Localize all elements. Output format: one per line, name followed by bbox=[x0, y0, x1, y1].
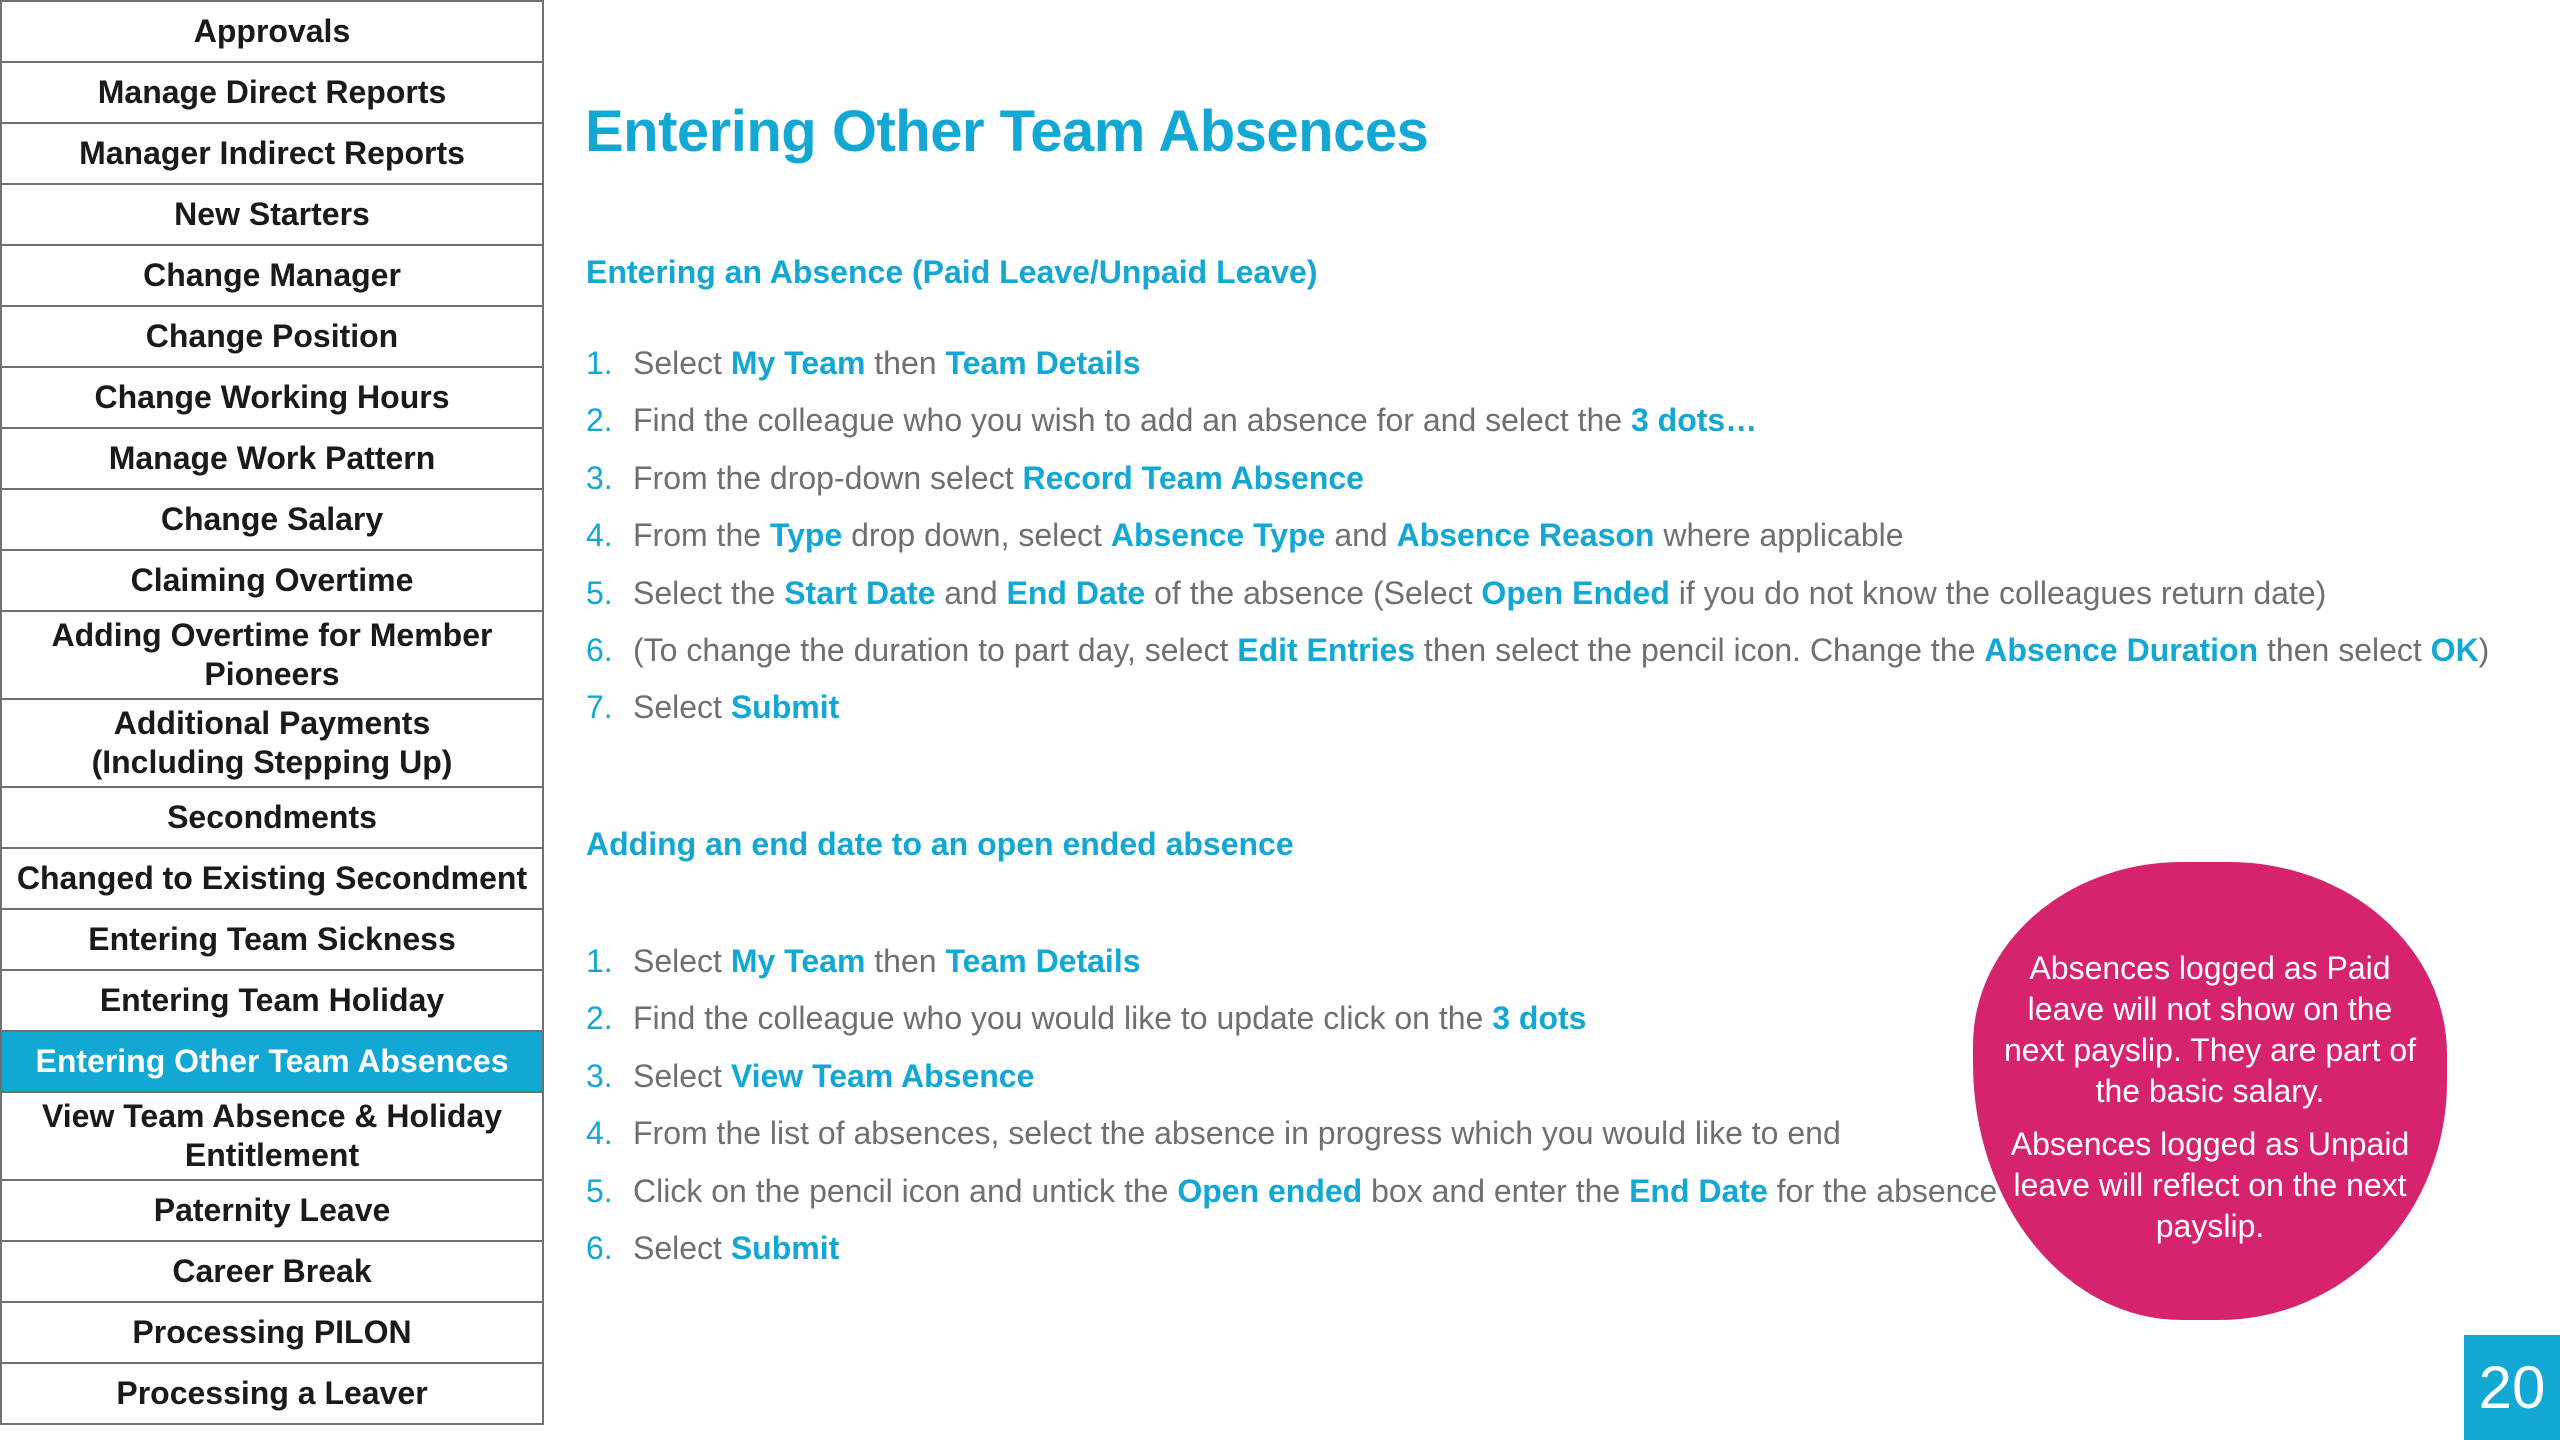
sidebar-item-label: Change Position bbox=[145, 318, 399, 354]
step-number: 1. bbox=[586, 943, 613, 979]
step-item bbox=[586, 392, 2516, 449]
step-text: Find the colleague who you would like to update click on the bbox=[633, 1000, 1493, 1037]
sidebar-item-change-salary[interactable] bbox=[0, 488, 544, 551]
sidebar-item-additional-payments-including-stepping-up[interactable] bbox=[0, 698, 544, 788]
sidebar-item-manage-direct-reports[interactable] bbox=[0, 61, 544, 124]
step-text: Select bbox=[633, 689, 731, 726]
sidebar-item-manage-work-pattern[interactable] bbox=[0, 427, 544, 490]
callout-paragraph: Absences logged as Paid leave will not show on the next payslip. They are part of the basic salary. bbox=[2003, 950, 2417, 1109]
step-highlight-term: Absence Duration bbox=[1984, 631, 2259, 668]
step-highlight-term: Edit Entries bbox=[1237, 631, 1416, 668]
step-highlight-term: Absence Type bbox=[1110, 517, 1326, 554]
sidebar-nav bbox=[0, 0, 544, 1425]
step-highlight-term: My Team bbox=[730, 943, 866, 979]
step-text: Select bbox=[633, 1057, 731, 1094]
step-number: 5. bbox=[586, 574, 613, 611]
step-text: then bbox=[865, 345, 946, 381]
sidebar-item-label: Processing PILON bbox=[132, 1314, 412, 1350]
step-highlight-term: My Team bbox=[730, 345, 866, 381]
sidebar-item-processing-a-leaver[interactable] bbox=[0, 1362, 544, 1425]
sidebar-item-entering-other-team-absences[interactable] bbox=[0, 1030, 544, 1093]
sidebar-item-label: Paternity Leave bbox=[153, 1192, 391, 1228]
step-text: From the drop-down select bbox=[633, 459, 1023, 496]
sidebar-item-label: Manager Indirect Reports bbox=[79, 135, 465, 171]
sidebar-item-label: Entering Other Team Absences bbox=[35, 1043, 509, 1079]
sidebar-item-label: Manage Work Pattern bbox=[108, 440, 436, 476]
sidebar-item-label: New Starters bbox=[174, 196, 370, 232]
sidebar-item-approvals[interactable] bbox=[0, 0, 544, 63]
section-heading-end-date: Adding an end date to an open ended absence bbox=[586, 826, 1294, 862]
section-heading-enter-absence: Entering an Absence (Paid Leave/Unpaid Leave) bbox=[586, 254, 1318, 290]
sidebar-item-new-starters[interactable] bbox=[0, 183, 544, 246]
step-highlight-term: Submit bbox=[730, 1229, 840, 1266]
step-item bbox=[586, 335, 2516, 392]
step-text: where applicable bbox=[1654, 517, 1904, 554]
step-text: Select bbox=[633, 345, 731, 381]
sidebar-item-label: Change Manager bbox=[143, 257, 401, 293]
step-highlight-term: Open Ended bbox=[1481, 574, 1670, 611]
steps-list-enter-absence bbox=[586, 335, 2516, 737]
step-number: 4. bbox=[586, 1115, 613, 1152]
step-item bbox=[586, 507, 2516, 564]
step-highlight-term: View Team Absence bbox=[730, 1057, 1035, 1094]
step-text: From the bbox=[633, 517, 770, 554]
step-text: Click on the pencil icon and untick the bbox=[633, 1172, 1178, 1209]
step-highlight-term: OK bbox=[2430, 631, 2479, 668]
step-item bbox=[586, 450, 2516, 507]
sidebar-item-label: Processing a Leaver bbox=[116, 1375, 428, 1411]
sidebar-item-view-team-absence-holiday-entitlement[interactable] bbox=[0, 1091, 544, 1181]
sidebar-item-entering-team-sickness[interactable] bbox=[0, 908, 544, 971]
step-text: (To change the duration to part day, select bbox=[633, 631, 1238, 668]
sidebar-item-change-manager[interactable] bbox=[0, 244, 544, 307]
sidebar-item-paternity-leave[interactable] bbox=[0, 1179, 544, 1242]
step-number: 3. bbox=[586, 459, 613, 496]
step-text: From the list of absences, select the absence in progress which you would like to end bbox=[633, 1115, 1841, 1152]
step-highlight-term: Record Team Absence bbox=[1022, 459, 1364, 496]
sidebar-item-manager-indirect-reports[interactable] bbox=[0, 122, 544, 185]
sidebar-item-label: Additional Payments (Including Stepping Up) bbox=[91, 705, 453, 780]
sidebar-item-label: Entering Team Sickness bbox=[88, 921, 456, 957]
step-item bbox=[586, 679, 2516, 736]
step-number: 6. bbox=[586, 631, 613, 668]
step-highlight-term: Submit bbox=[730, 689, 840, 726]
sidebar-item-claiming-overtime[interactable] bbox=[0, 549, 544, 612]
sidebar-item-changed-to-existing-secondment[interactable] bbox=[0, 847, 544, 910]
step-text: Select bbox=[633, 943, 731, 979]
step-text: drop down, select bbox=[842, 517, 1111, 554]
step-text: ) bbox=[2478, 631, 2490, 668]
sidebar-item-label: Career Break bbox=[172, 1253, 372, 1289]
sidebar-item-label: Claiming Overtime bbox=[130, 562, 414, 598]
sidebar-item-label: Changed to Existing Secondment bbox=[16, 860, 528, 896]
step-highlight-term: Absence Reason bbox=[1396, 517, 1655, 554]
step-text: Find the colleague who you wish to add an absence for and select the bbox=[633, 402, 1631, 439]
step-text: for the absence bbox=[1767, 1172, 1998, 1209]
step-text: box and enter the bbox=[1362, 1172, 1630, 1209]
step-item bbox=[586, 622, 2516, 679]
sidebar-item-label: Manage Direct Reports bbox=[97, 74, 447, 110]
sidebar-item-change-working-hours[interactable] bbox=[0, 366, 544, 429]
step-number: 4. bbox=[586, 517, 613, 554]
step-text: and bbox=[935, 574, 1007, 611]
step-text: then bbox=[865, 943, 946, 979]
step-number: 2. bbox=[586, 1000, 613, 1037]
step-text: if you do not know the colleagues return date) bbox=[1669, 574, 2327, 611]
step-highlight-term: Open ended bbox=[1177, 1172, 1363, 1209]
step-number: 3. bbox=[586, 1057, 613, 1094]
sidebar-item-label: Entering Team Holiday bbox=[99, 982, 445, 1018]
step-highlight-term: End Date bbox=[1006, 574, 1146, 611]
callout-paragraph: Absences logged as Unpaid leave will reflect on the next payslip. bbox=[2010, 1126, 2410, 1244]
step-number: 6. bbox=[586, 1229, 613, 1266]
step-text: then select the pencil icon. Change the bbox=[1415, 631, 1985, 668]
sidebar-item-adding-overtime-for-member-pioneers[interactable] bbox=[0, 610, 544, 700]
step-text: Select bbox=[633, 1229, 731, 1266]
sidebar-item-label: View Team Absence & Holiday Entitlement bbox=[41, 1098, 502, 1173]
step-text: Select the bbox=[633, 574, 785, 611]
step-text: then select bbox=[2258, 631, 2431, 668]
step-highlight-term: 3 dots bbox=[1492, 1000, 1587, 1037]
page-number: 20 bbox=[2464, 1335, 2560, 1440]
sidebar-item-entering-team-holiday[interactable] bbox=[0, 969, 544, 1032]
step-number: 7. bbox=[586, 689, 613, 726]
sidebar-item-label: Change Working Hours bbox=[94, 379, 450, 415]
step-highlight-term: Start Date bbox=[784, 574, 936, 611]
step-highlight-term: Team Details bbox=[945, 345, 1141, 381]
info-callout-bubble bbox=[1973, 862, 2447, 1320]
sidebar-item-label: Adding Overtime for Member Pioneers bbox=[51, 617, 493, 692]
step-text: and bbox=[1325, 517, 1397, 554]
step-highlight-term: End Date bbox=[1629, 1172, 1768, 1209]
step-highlight-term: Type bbox=[769, 517, 843, 554]
step-number: 1. bbox=[586, 345, 613, 381]
step-item bbox=[586, 565, 2516, 622]
page-title: Entering Other Team Absences bbox=[585, 99, 1429, 164]
step-highlight-term: 3 dots… bbox=[1630, 402, 1758, 439]
sidebar-item-label: Change Salary bbox=[160, 501, 384, 537]
sidebar-item-processing-pilon[interactable] bbox=[0, 1301, 544, 1364]
step-text: of the absence (Select bbox=[1145, 574, 1482, 611]
sidebar-item-change-position[interactable] bbox=[0, 305, 544, 368]
sidebar-item-secondments[interactable] bbox=[0, 786, 544, 849]
step-highlight-term: Team Details bbox=[945, 943, 1141, 979]
sidebar-item-label: Secondments bbox=[167, 799, 377, 835]
sidebar-item-label: Approvals bbox=[193, 13, 351, 49]
sidebar-item-career-break[interactable] bbox=[0, 1240, 544, 1303]
step-number: 5. bbox=[586, 1172, 613, 1209]
step-number: 2. bbox=[586, 402, 613, 439]
